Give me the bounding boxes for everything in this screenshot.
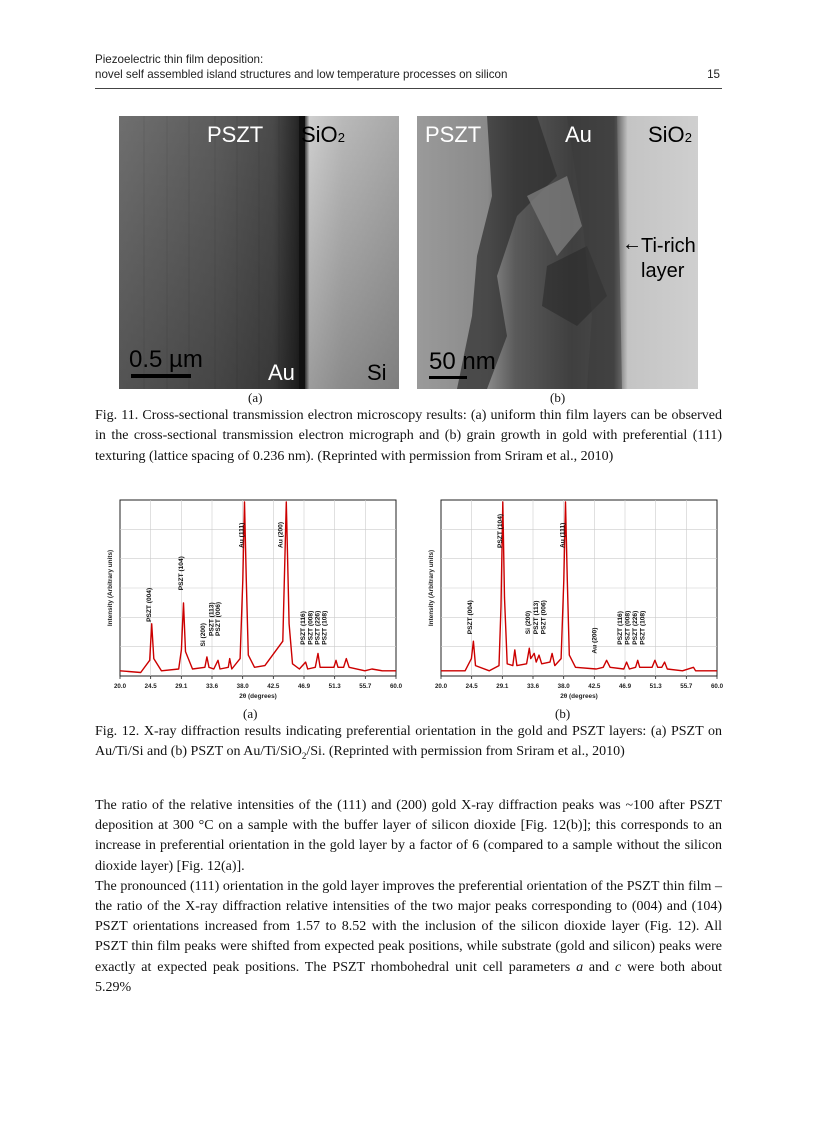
- peak-label: Au (111): [559, 522, 567, 548]
- fig12-letter-a: (a): [243, 706, 258, 721]
- label-sio2-b: [648, 122, 692, 148]
- peak-label: PSZT (104): [177, 556, 185, 591]
- label-au-a: Au: [268, 360, 295, 385]
- fig11-letter-b: (b): [550, 390, 566, 405]
- peak-label: PSZT (108): [321, 610, 329, 645]
- xrd-chart-a: [98, 496, 403, 706]
- peak-label: PSZT (113): [208, 602, 216, 636]
- y-axis-label: Intensity (Arbitrary units): [107, 549, 114, 627]
- peak-label: Si (200): [200, 623, 208, 647]
- paragraph-2-part-a: The pronounced (111) orientation in the gold layer improves the preferential orientation of the PSZT thin film – the ratio of the X-ray diffraction relative intensities of the two major peaks corresponding to (004) and (104) PSZT orientations increased from 1.57 to 8.52 with the inclusion of the silicon dioxide layer (Fig. 12). All PSZT thin film peaks were shifted from expected peak positions, while substrate (gold and silicon) peaks were exactly at expected peak positions. The PSZT rhombohedral unit cell parameters: [95, 878, 722, 975]
- fig12-caption-part2: /Si. (Reprinted with permission from Sriram et al., 2010): [306, 744, 625, 760]
- x-tick-label: 38.0: [557, 683, 570, 690]
- paragraph-2: [95, 877, 722, 998]
- body-text: [95, 796, 722, 998]
- x-axis-label: 2θ (degrees): [560, 693, 598, 700]
- x-tick-label: 51.3: [649, 683, 662, 690]
- header-rule: [95, 88, 722, 89]
- peak-label: PSZT (108): [639, 610, 647, 645]
- fig11-caption: Fig. 11. Cross-sectional transmission electron microscopy results: (a) uniform thin film layers can be observed in the cross-sectional transmission electron micrograph and (b) grain growth in gold with preferential (111) texturing (lattice spacing of 0.236 nm). (Reprinted with permission from Sriram et al., 2010): [95, 408, 722, 464]
- x-tick-label: 60.0: [389, 683, 403, 690]
- peak-label: PSZT (004): [146, 587, 154, 622]
- x-tick-label: 55.7: [359, 683, 372, 690]
- x-tick-label: 55.7: [680, 683, 693, 690]
- x-tick-label: 29.1: [496, 683, 509, 690]
- tem-image-a: [119, 116, 399, 389]
- x-tick-label: 24.5: [144, 683, 157, 690]
- fig12-caption: [95, 722, 722, 763]
- x-tick-label: 20.0: [434, 683, 448, 690]
- peak-label: PSZT (008): [307, 610, 315, 645]
- x-tick-label: 60.0: [710, 683, 724, 690]
- x-tick-label: 33.6: [205, 683, 219, 690]
- paragraph-2-part-b: were both about 5.29%: [95, 959, 723, 995]
- label-layer: layer: [641, 260, 685, 282]
- x-axis-label: 2θ (degrees): [239, 693, 277, 700]
- arrow-icon: ←: [622, 233, 642, 255]
- peak-label: PSZT (113): [532, 600, 540, 635]
- label-si-a: Si: [367, 360, 387, 385]
- x-tick-label: 33.6: [526, 683, 540, 690]
- x-tick-label: 20.0: [113, 683, 127, 690]
- label-sio2-a-sub: 2: [337, 130, 345, 145]
- tem-image-b: [417, 116, 698, 389]
- running-header: [95, 52, 722, 82]
- x-tick-label: 24.5: [465, 683, 478, 690]
- peak-label: Au (200): [591, 627, 599, 654]
- label-sio2-a-main: SiO: [301, 122, 338, 147]
- header-line-2: novel self assembled island structures and low temperature processes on silicon: [95, 68, 508, 81]
- peak-label: Au (111): [238, 522, 246, 548]
- peak-label: PSZT (104): [496, 513, 504, 548]
- fig11-letter-a: (a): [248, 390, 263, 405]
- peak-label: PSZT (006): [540, 600, 548, 635]
- variable-c: c: [615, 959, 622, 975]
- peak-label: PSZT (008): [624, 610, 632, 645]
- peak-label: PSZT (116): [300, 611, 308, 645]
- peak-label: PSZT (006): [215, 601, 223, 636]
- label-ti-rich: Ti-rich: [641, 235, 696, 257]
- peak-label: Au (200): [277, 521, 285, 548]
- x-tick-label: 29.1: [175, 683, 188, 690]
- x-tick-label: 42.5: [267, 683, 280, 690]
- label-pszt-a: PSZT: [207, 122, 264, 147]
- x-tick-label: 46.9: [618, 683, 632, 690]
- xrd-chart-b: [419, 496, 724, 706]
- label-ti-rich-layer: [641, 234, 696, 284]
- header-line-1: Piezoelectric thin film deposition:: [95, 53, 264, 66]
- peak-label: PSZT (116): [616, 611, 624, 645]
- x-tick-label: 38.0: [236, 683, 249, 690]
- fig12-letter-b: (b): [555, 706, 571, 721]
- x-tick-label: 51.3: [328, 683, 341, 690]
- paragraph-2-and: and: [583, 959, 616, 975]
- fig12-caption-part1: Fig. 12. X-ray diffraction results indicating preferential orientation in the gold and PSZT layers: (a) PSZT on Au/Ti/Si and (b) PSZT on Au/Ti/SiO: [95, 724, 722, 760]
- fig12-caption-sub: 2: [301, 751, 307, 762]
- peak-label: PSZT (226): [632, 610, 640, 645]
- scale-label-a: 0.5 µm: [129, 346, 203, 373]
- paragraph-1: The ratio of the relative intensities of the (111) and (200) gold X-ray diffraction peaks was ~100 after PSZT deposition at 300 °C on a sample with the buffer layer of silicon dioxide [Fig. 12(b)]; this corresponds to an increase in preferential orientation in the gold layer by a factor of 6 (compared to a sample without the silicon dioxide layer) [Fig. 12(a)].: [95, 798, 722, 874]
- peak-label: Si (200): [525, 610, 533, 635]
- label-sio2-b-main: SiO: [648, 122, 685, 147]
- x-tick-label: 42.5: [588, 683, 601, 690]
- label-sio2-a: [301, 122, 345, 148]
- x-tick-label: 46.9: [297, 683, 311, 690]
- peak-label: PSZT (226): [314, 610, 322, 645]
- page-number: 15: [707, 68, 720, 81]
- scale-label-b: 50 nm: [429, 348, 496, 375]
- variable-a: a: [576, 959, 584, 975]
- label-au-b: Au: [565, 122, 592, 147]
- label-sio2-b-sub: 2: [684, 130, 692, 145]
- peak-label: PSZT (004): [467, 600, 475, 635]
- y-axis-label: Intensity (Arbitrary units): [428, 549, 435, 627]
- label-pszt-b: PSZT: [425, 122, 482, 147]
